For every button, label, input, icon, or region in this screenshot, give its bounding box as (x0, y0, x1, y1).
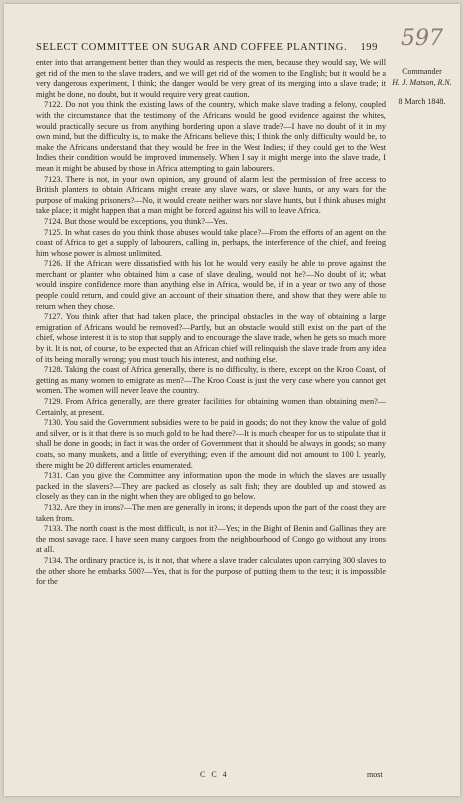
paragraph: 7133. The north coast is the most difficult, is not it?—Yes; in the Bight of Benin and Gallinas they are the most savage race. I have seen many cargoes from the neighbourhood of Congo go without any irons at all. (36, 524, 386, 555)
folio-mark: 597 (401, 26, 443, 51)
page-number: 199 (360, 42, 379, 53)
paragraph: 7126. If the African were dissatisfied with his lot he would very easily be able to prove against the merchant or planter who obtained him a case of slave dealing, would not he?—No doubt of it; what would inspire confidence more than anything else in Africa, would be, if in a year or two any of those people could return, and could give an account of their situation there, and show that they were able to return when they chose. (36, 259, 386, 311)
side-note (387, 66, 457, 107)
paragraph: 7127. You think after that had taken place, the principal obstacles in the way of obtaining a large emigration of Africans would be removed?—Partly, but an obstacle would still exist on the part of the chief, whose interest it is to stop that supply and to encourage the slave trade, when he gets so much more by it. It is not, of course, to be expected that an African chief will relinquish the slave trade from any idea of its being morally wrong; you must touch his interest, and nothing else. (36, 312, 386, 364)
paragraph: 7129. From Africa generally, are there greater facilities for obtaining women than obtaining men?—Certainly, at present. (36, 397, 386, 417)
running-title: SELECT COMMITTEE ON SUGAR AND COFFEE PLANTING. (36, 42, 348, 53)
witness-name: H. J. Matson, R.N. (392, 78, 452, 87)
evidence-date: 8 March 1848. (398, 97, 446, 106)
paragraph: 7125. In what cases do you think those abuses would take place?—From the efforts of an agent on the coast of Africa to get a supply of labourers, calling in, perhaps, the interference of the chief, and feeing him whose power is almost unlimited. (36, 227, 386, 258)
paragraph: 7124. But those would be exceptions, you think?—Yes. (44, 216, 228, 226)
signature-mark: C C 4 (200, 770, 229, 779)
testimony-text (36, 58, 386, 588)
paragraph: 7131. Can you give the Committee any information upon the mode in which the slaves are usually packed in the slavers?—They are packed as closely as salt fish; they are doubled up and stowed as closely as they can in the night when they are obliged to go below. (36, 471, 386, 502)
paragraph: 7132. Are they in irons?—The men are generally in irons; it depends upon the part of the coast they are taken from. (36, 502, 386, 523)
paragraph: 7123. There is not, in your own opinion, any ground of alarm lest the permission of free access to British planters to obtain Africans might create any slave wars, or slave hunts, or any wars for the purpose of making prisoners?—No, it would create neither wars nor slave hunts, but I think abuses might take place; it might happen that a man might be forced against his will to leave Africa. (36, 174, 386, 216)
catchword: most (367, 770, 383, 779)
paragraph: 7134. The ordinary practice is, is it not, that where a slave trader calculates upon carrying 300 slaves to the other shore he embarks 500?—Yes, that is for the purpose of putting them to the test; it is impossible for the (36, 555, 386, 587)
paragraph: enter into that arrangement better than they would as respects the men, because they would say, We will get rid of the men to the slave traders, and we will get rid of the women to the English; but it would be a very dangerous experiment, I think; the danger would be very great of its merging into a slave trade; it might be done, no doubt, but it would require very great caution. (36, 58, 386, 99)
paragraph: 7130. You said the Government subsidies were to be paid in goods; do not they know the value of gold and silver, or is it that there is so much gold to be had there?—It is much cheaper for us to stipulate that it shall be done in goods; in fact it was the order of Government that it should be always in goods; so many coats, so many muskets, and a little of everything; even if the amount did not amount to 100 l. yearly, there might be 20 different articles enumerated. (36, 418, 386, 470)
paragraph: 7128. Taking the coast of Africa generally, there is no difficulty, is there, except on the Kroo Coast, of getting as many women to emigrate as men?—The Kroo Coast is just the very case where you cannot get women. The women will never leave the country. (36, 365, 386, 396)
witness-rank: Commander (402, 67, 442, 76)
paragraph: 7122. Do not you think the existing laws of the country, which make slave trading a felony, coupled with the circumstance that the testimony of the Africans would be good evidence against the whites, would practically secure us from anything bordering upon a slave trade?—I have no doubt of it in my own mind, but the difficulty is, to make the Africans believe this; I think the only difficulty would be, to make the Africans understand that they would be free in the West Indies; if they could get to the West Indies their condition would be improved immensely. When I say it might merge into the slave trade, I mean it might be abused by those in Africa attempting to gain labourers. (36, 100, 386, 173)
document-page (4, 4, 460, 796)
page-header (36, 42, 378, 53)
